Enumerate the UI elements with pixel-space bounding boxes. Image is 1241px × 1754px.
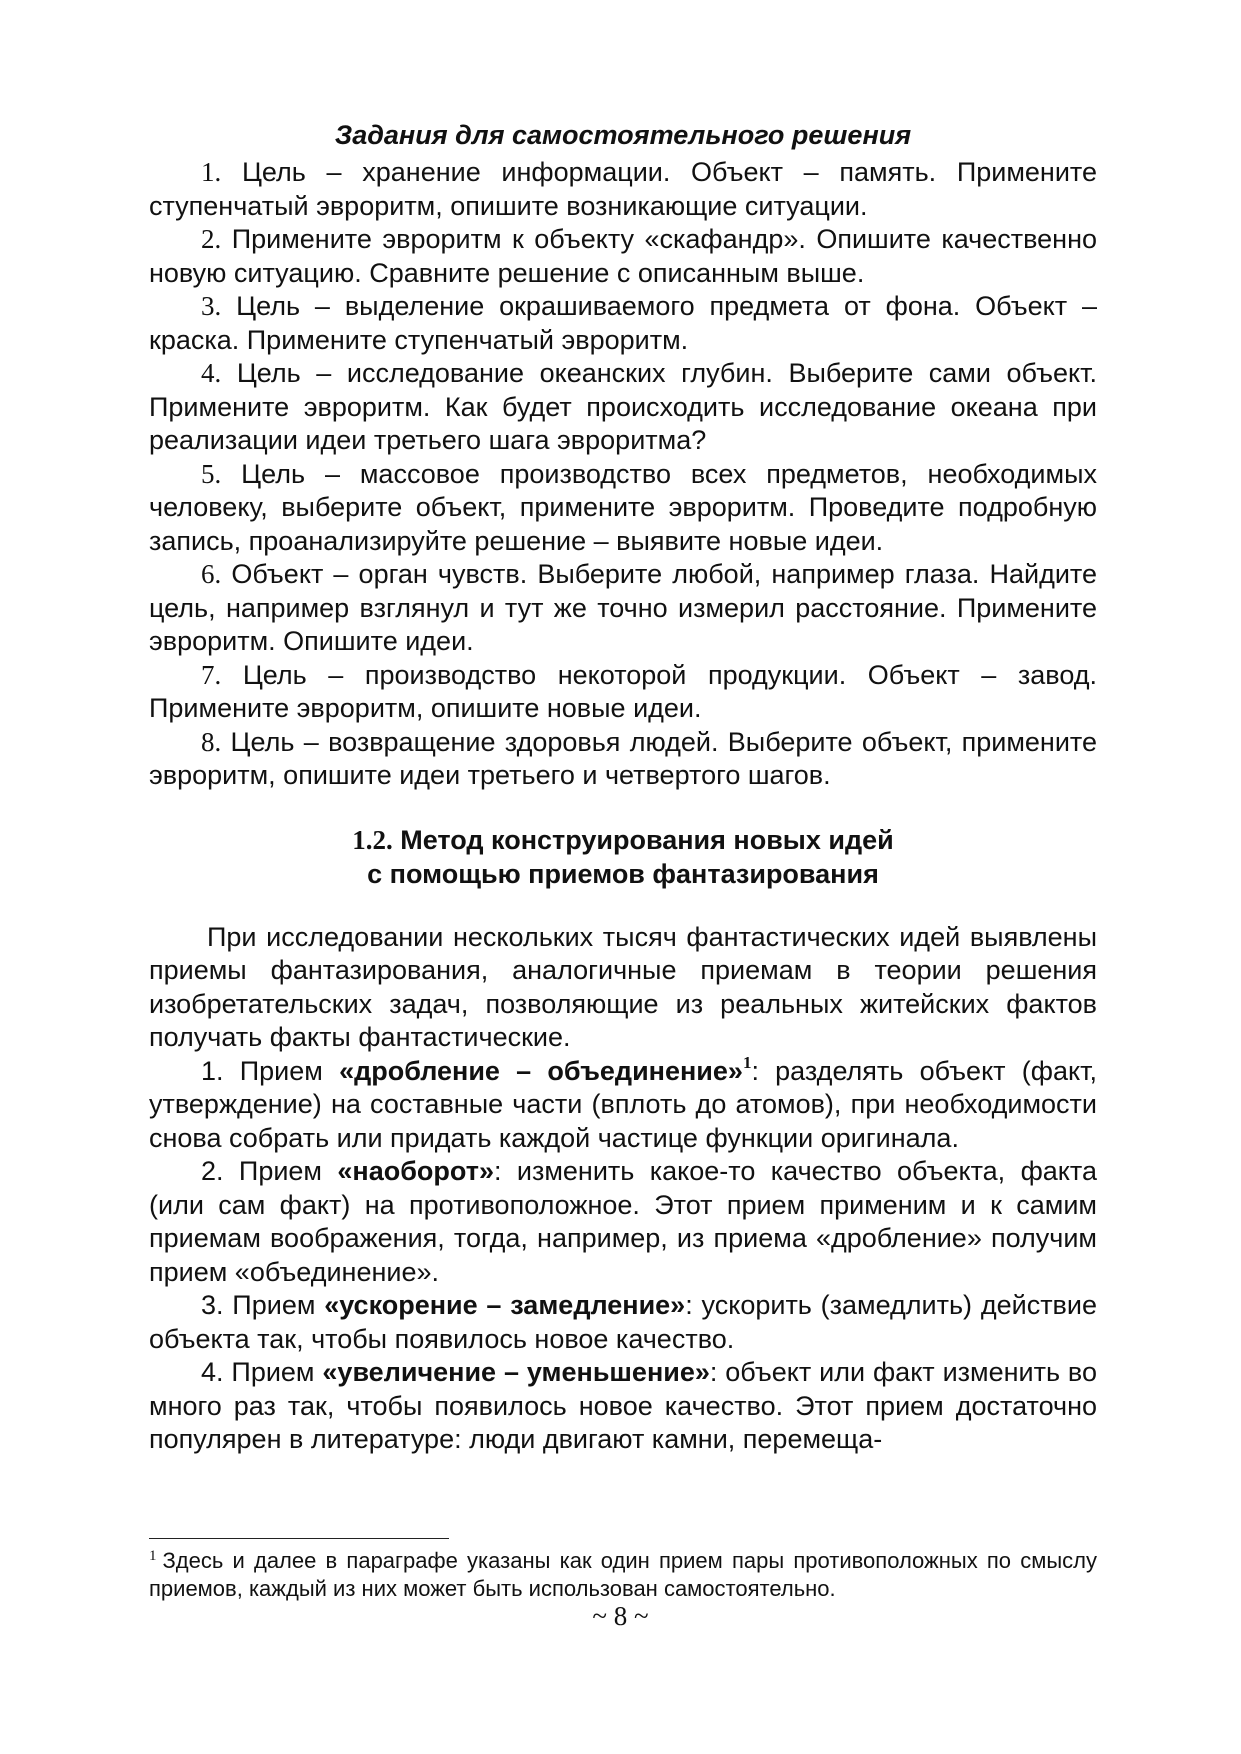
task-text: Примените эвроритм к объекту «скафандр». Опишите качественно новую ситуацию. Сравните решение с описанным выше. — [149, 224, 1097, 288]
technique-paragraph-1 — [149, 1052, 1097, 1156]
task-number: 1. — [201, 157, 222, 187]
technique-term: «ускорение – замедление» — [324, 1290, 686, 1320]
section-title-line2: с помощью приемов фантазирования — [367, 858, 879, 889]
section-title-line1: Метод конструирования новых идей — [392, 824, 894, 855]
footnote — [149, 1547, 1097, 1603]
task-number: 8. — [201, 726, 222, 757]
intro-paragraph: При исследовании нескольких тысяч фантастических идей выявлены приемы фантазирования, аналогичные приемам в теории решения изобретательских задач, позволяющие из реальных житейских фактов получать факты фантастические. — [149, 921, 1097, 1052]
technique-term: «увеличение – уменьшение» — [322, 1357, 710, 1387]
technique-description: : объект или факт изменить во много раз так, чтобы появилось новое качество. Этот прием достаточно популярен в литературе: люди двигают камни, перемеща- — [149, 1357, 1097, 1454]
technique-lead: 2. Прием — [201, 1156, 338, 1186]
task-item — [149, 223, 1097, 290]
technique-description: : разделять объект (факт, утверждение) на составные части (вплоть до атомов), при необходимости снова собрать или придать каждой частице функции оригинала. — [149, 1055, 1097, 1153]
task-text: Цель – исследование океанских глубин. Выберите сами объект. Примените эвроритм. Как будет происходить исследование океана при реализации идеи третьего шага эвроритма? — [149, 358, 1097, 455]
task-item — [149, 357, 1097, 458]
footnote-mark: 1 — [149, 1548, 157, 1564]
task-text: Цель – возвращение здоровья людей. Выберите объект, примените эвроритм, опишите идеи третьего и четвертого шагов. — [149, 726, 1097, 790]
technique-description: : изменить какое-то качество объекта, факта (или сам факт) на противоположное. Этот прием применим и к самим приемам воображения, тогда, например, из приема «дробление» получим прием «объединение». — [149, 1156, 1098, 1287]
section-number: 1.2. — [352, 824, 393, 855]
task-number: 4. — [201, 358, 222, 388]
task-item — [149, 156, 1097, 223]
page-content — [149, 118, 1097, 1457]
task-number: 2. — [201, 224, 222, 254]
technique-lead: 1. Прием — [201, 1055, 340, 1086]
technique-lead: 3. Прием — [201, 1290, 325, 1320]
footnote-reference[interactable]: 1 — [742, 1052, 752, 1072]
task-item — [149, 458, 1097, 559]
footnote-text: Здесь и далее в параграфе указаны как один прием пары противоположных по смыслу приемов, каждый из них может быть использован самостоятельно. — [149, 1548, 1097, 1601]
task-text: Цель – хранение информации. Объект – память. Примените ступенчатый эвроритм, опишите возникающие ситуации. — [149, 157, 1097, 221]
task-number: 5. — [201, 458, 222, 489]
technique-term: «наоборот» — [337, 1156, 494, 1186]
task-item — [149, 290, 1097, 357]
technique-paragraph-4 — [149, 1356, 1097, 1457]
task-text: Цель – массовое производство всех предметов, необходимых человеку, выберите объект, примените эвроритм. Проведите подробную запись, проанализируйте решение – выявите новые идеи. — [149, 458, 1097, 556]
technique-paragraph-3 — [149, 1289, 1097, 1356]
section-title — [149, 823, 1097, 891]
task-number: 3. — [201, 291, 222, 321]
page-number: ~ 8 ~ — [592, 1601, 649, 1631]
tasks-heading: Задания для самостоятельного решения — [334, 120, 912, 150]
task-item — [149, 659, 1097, 726]
task-text: Объект – орган чувств. Выберите любой, например глаза. Найдите цель, например взглянул и тут же точно измерил расстояние. Примените эвроритм. Опишите идеи. — [149, 559, 1097, 656]
technique-description: : ускорить (замедлить) действие объекта так, чтобы появилось новое качество. — [149, 1290, 1098, 1354]
task-item — [149, 558, 1097, 659]
footnote-divider — [149, 1538, 449, 1539]
task-text: Цель – выделение окрашиваемого предмета от фона. Объект – краска. Примените ступенчатый эвроритм. — [149, 291, 1097, 355]
task-text: Цель – производство некоторой продукции. Объект – завод. Примените эвроритм, опишите новые идеи. — [149, 659, 1097, 723]
task-item — [149, 726, 1097, 793]
technique-lead: 4. Прием — [201, 1357, 323, 1387]
technique-paragraph-2 — [149, 1155, 1097, 1289]
task-number: 7. — [201, 659, 222, 690]
task-number: 6. — [201, 559, 222, 589]
technique-term: «дробление – объединение» — [339, 1055, 743, 1086]
